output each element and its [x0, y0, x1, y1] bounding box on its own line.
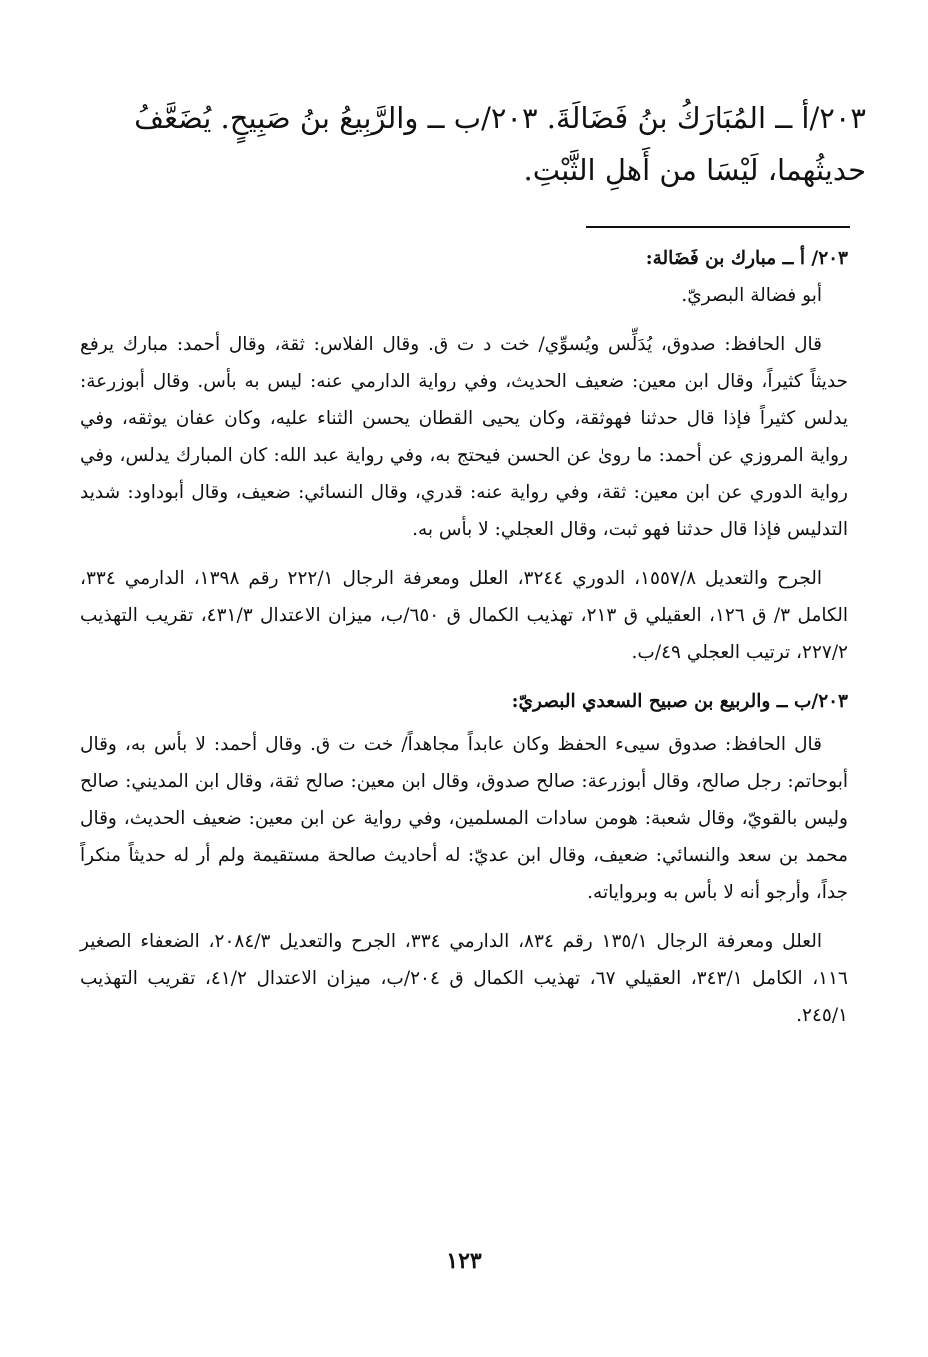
page-number: ١٢٣ [446, 1248, 482, 1274]
note-opinions-rabi: قال الحافظ: صدوق سيىء الحفظ وكان عابداً مجاهداً/ خت ت ق. وقال أحمد: لا بأس به، وقال أبوحاتم: رجل صالح، وقال أبوزرعة: صالح صدوق، وقال ابن معين: صالح ثقة، وقال ابن المديني: صالح وليس بالقويّ، وقال شعبة: هومن سادات المسلمين، وفي رواية عن ابن معين: ضعيف الحديث، وقال محمد بن سعد والنسائي: ضعيف، وقال ابن عديّ: له أحاديث صالحة مستقيمة ولم أر له حديثاً منكراً جداً، وأرجو أنه لا بأس به وبرواياته. [80, 734, 848, 903]
main-text [70, 92, 866, 196]
note-kunya-mubarak: أبو فضالة البصريّ. [681, 285, 822, 306]
note-heading-mubarak: ٢٠٣/ أ ــ مبارك بن فَضَالة: [645, 248, 848, 269]
note-sources-rabi: العلل ومعرفة الرجال ١٣٥/١ رقم ٨٣٤، الدارمي ٣٣٤، الجرح والتعديل ٢٠٨٤/٣، الضعفاء الصغير ١١٦، الكامل ٣٤٣/١، العقيلي ٦٧، تهذيب الكمال ق ٢٠٤/ب، ميزان الاعتدال ٤١/٢، تقريب التهذيب ٢٤٥/١. [80, 931, 848, 1026]
note-heading-rabi: ٢٠٣/ب ــ والربيع بن صبيح السعدي البصريّ: [511, 691, 848, 712]
note-opinions-mubarak: قال الحافظ: صدوق، يُدَلِّس ويُسوِّي/ خت د ت ق. وقال الفلاس: ثقة، وقال أحمد: مبارك يرفع حديثاً كثيراً، وقال ابن معين: ضعيف الحديث، وفي رواية الدارمي عنه: ليس به بأس. وقال أبوزرعة: يدلس كثيراً فإذا قال حدثنا فهوثقة، وكان يحيى القطان يحسن الثناء عليه، وكان عفان يوثقه، وفي رواية المروزي عن أحمد: ما روىٰ عن الحسن فيحتج به، وفي رواية عبد الله: كان المبارك يدلس، وفي رواية الدوري عن ابن معين: ثقة، وفي رواية عنه: قدري، وقال النسائي: ضعيف، وقال أبوداود: شديد التدليس فإذا قال حدثنا فهو ثبت، وقال العجلي: لا بأس به. [80, 334, 848, 540]
main-text-line-2: حديثُهما، لَيْسَا من أَهلِ الثَّبْتِ. [523, 153, 866, 187]
main-text-line-1: ٢٠٣/أ ــ المُبَارَكُ بنُ فَضَالَةَ. ٢٠٣/ب ــ والرَّبِيعُ بنُ صَبِيحٍ. يُضَعَّفُ [134, 101, 866, 135]
note-sources-mubarak: الجرح والتعديل ١٥٥٧/٨، الدوري ٣٢٤٤، العلل ومعرفة الرجال ٢٢٢/١ رقم ١٣٩٨، الدارمي ٣٣٤، الكامل ٣/ ق ١٢٦، العقيلي ق ٢١٣، تهذيب الكمال ق ٦٥٠/ب، ميزان الاعتدال ٤٣١/٣، تقريب التهذيب ٢٢٧/٢، ترتيب العجلي ٤٩/ب. [80, 568, 849, 663]
footnotes [80, 240, 848, 1034]
footnote-separator [586, 226, 850, 228]
